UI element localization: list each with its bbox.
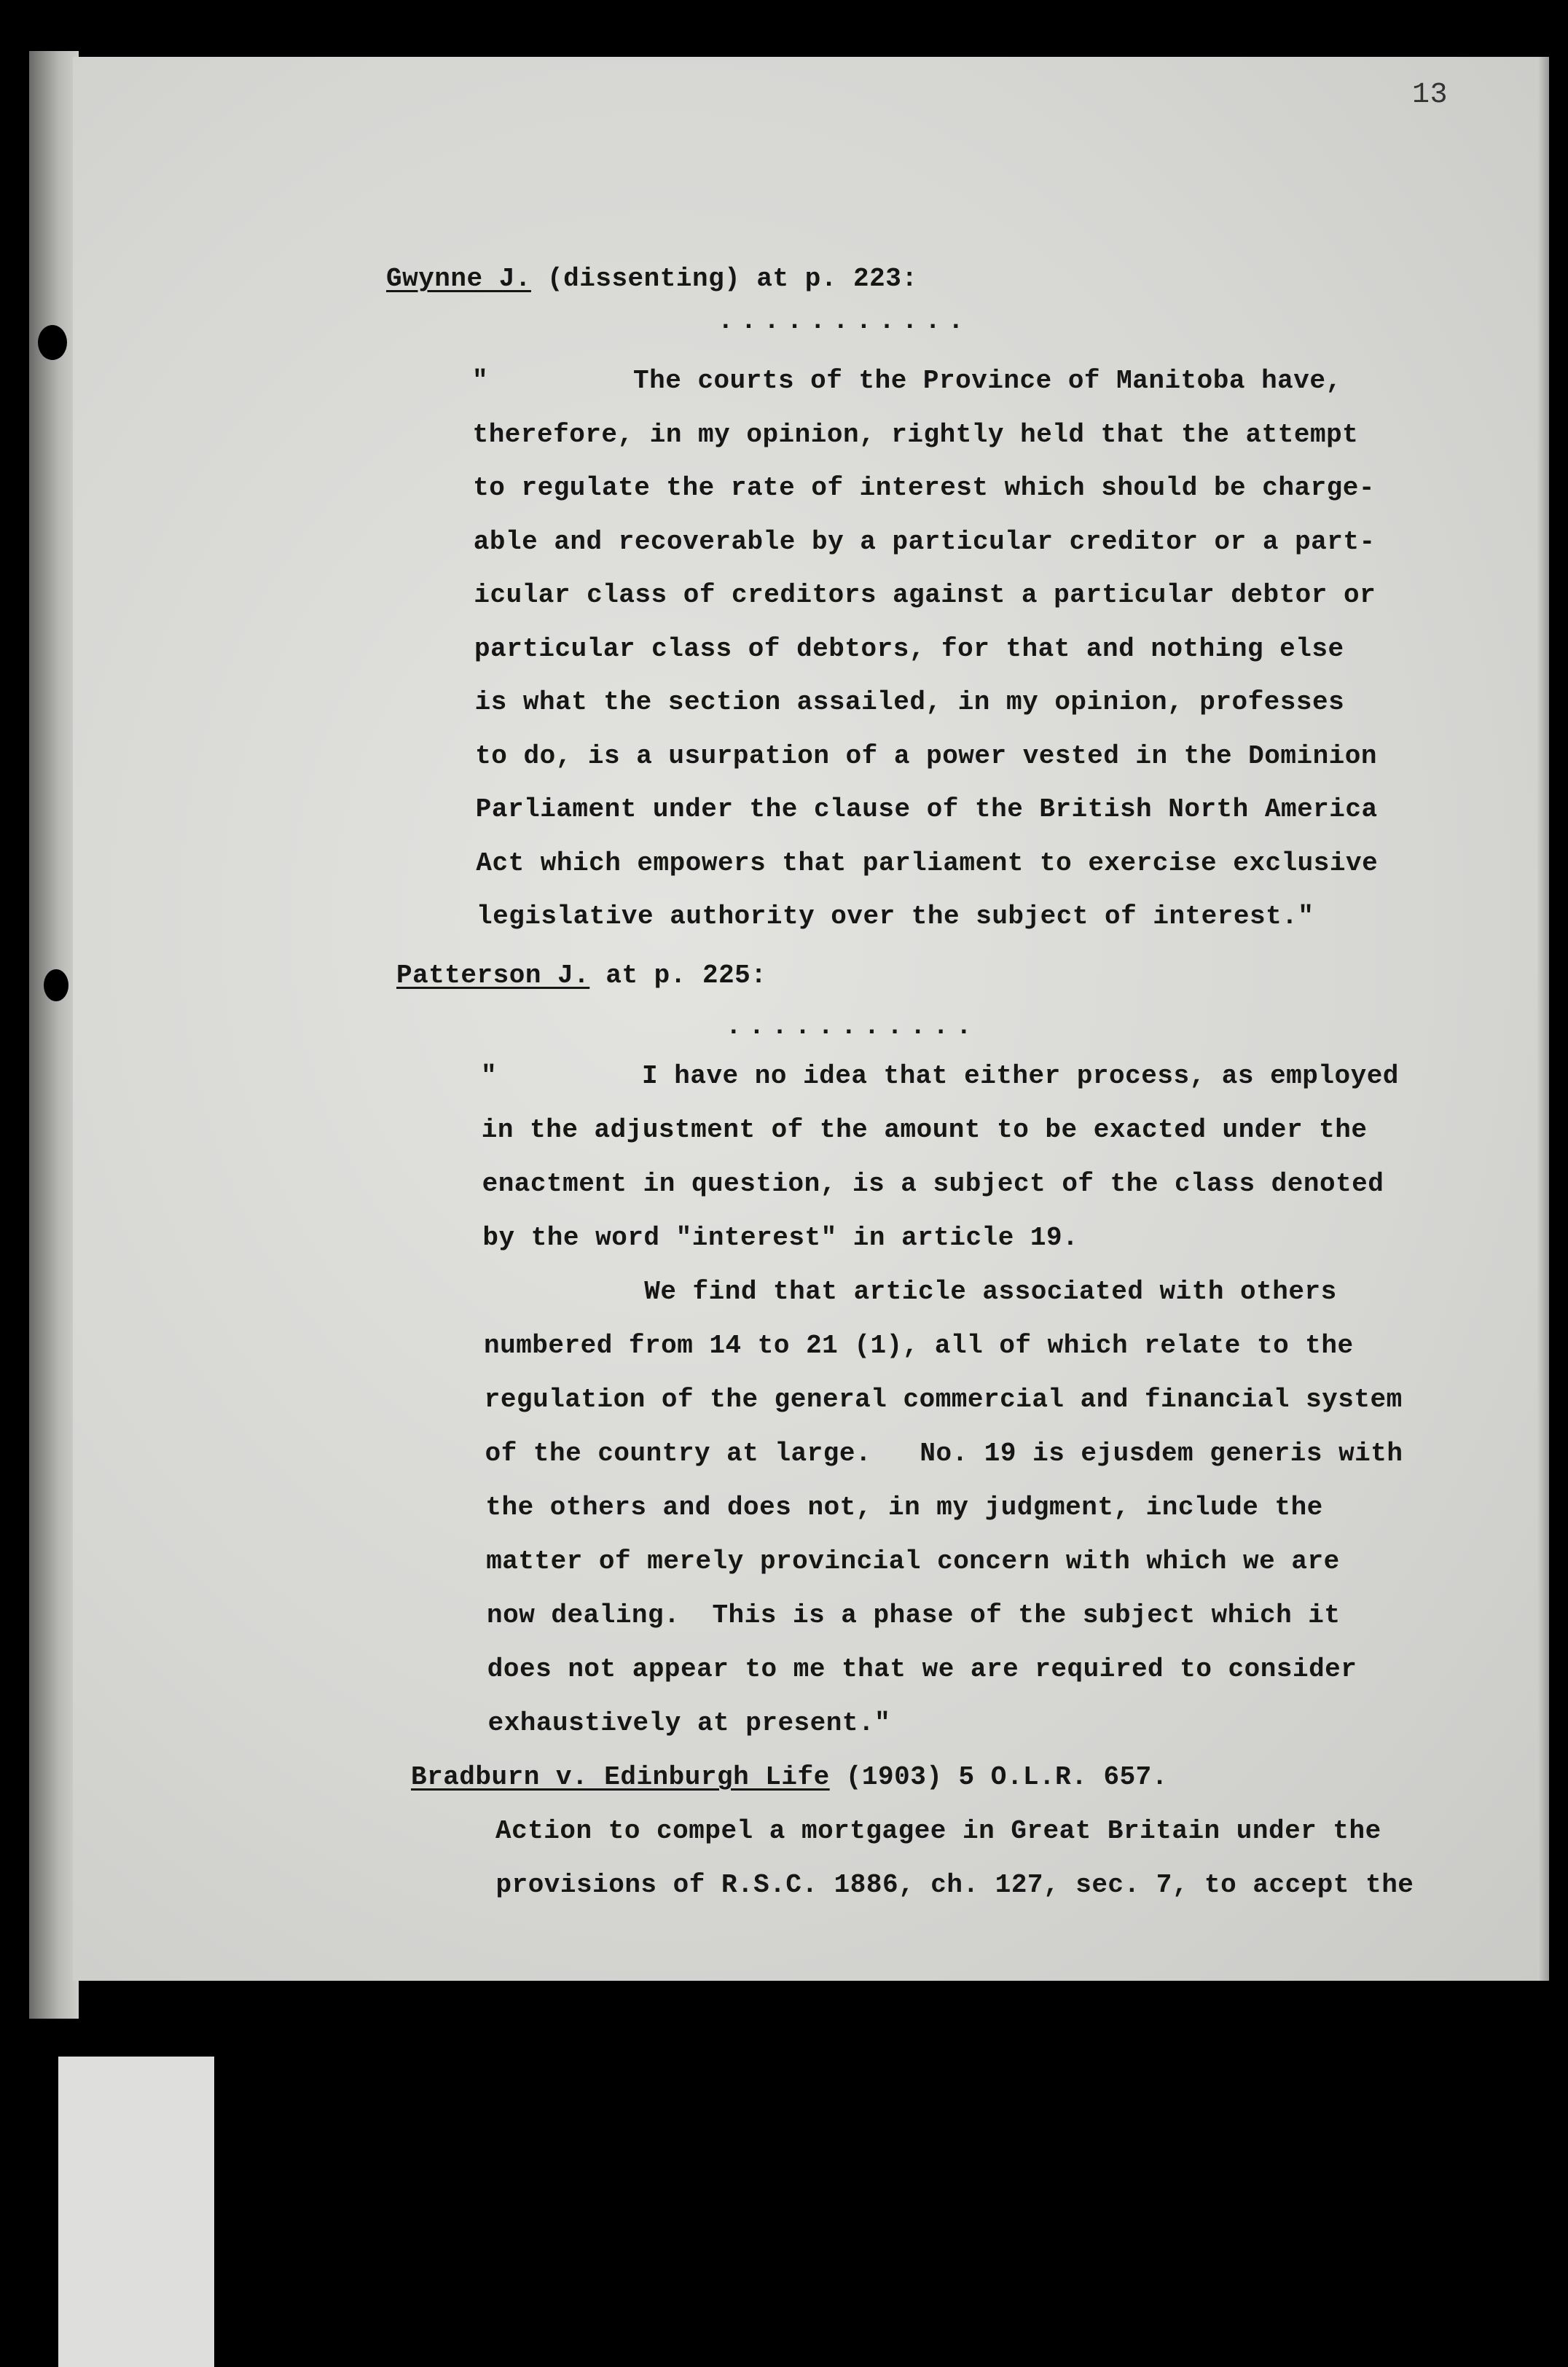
punch-hole-top — [38, 325, 67, 360]
text-line: particular class of debtors, for that and nothing else — [474, 633, 1344, 664]
page-number: 13 — [1412, 79, 1449, 111]
punch-hole-middle — [44, 969, 68, 1001]
text-line: enactment in question, is a subject of the class denoted — [482, 1169, 1384, 1199]
page-right-edge — [1537, 57, 1549, 1981]
paper-slip — [58, 2057, 214, 2367]
ellipsis-divider: ........... — [726, 1012, 979, 1041]
section-heading-patterson — [396, 961, 767, 990]
text-line: to do, is a usurpation of a power vested in the Dominion — [475, 740, 1377, 771]
text-line: Act which empowers that parliament to exercise exclusive — [476, 848, 1379, 878]
judge-name: Gwynne J. — [386, 264, 531, 294]
text-line: Parliament under the clause of the British North America — [475, 794, 1378, 824]
text-line: to regulate the rate of interest which should be charge- — [473, 473, 1375, 503]
case-name: Bradburn v. Edinburgh Life — [411, 1762, 830, 1792]
text-line: provisions of R.S.C. 1886, ch. 127, sec. 7, to accept the — [495, 1870, 1414, 1900]
ellipsis-divider: ........... — [718, 306, 971, 336]
text-line: does not appear to me that we are required to consider — [487, 1654, 1357, 1684]
judge-name: Patterson J. — [396, 961, 590, 990]
text-line: " I have no idea that either process, as employed — [481, 1061, 1399, 1091]
text-line: numbered from 14 to 21 (1), all of which relate to the — [484, 1331, 1354, 1361]
section-heading-bradburn — [411, 1762, 1168, 1792]
text-line: Action to compel a mortgagee in Great Britain under the — [495, 1816, 1381, 1846]
text-line: matter of merely provincial concern with which we are — [486, 1546, 1340, 1576]
text-line: legislative authority over the subject of interest." — [477, 901, 1314, 931]
section-heading-gwynne — [386, 264, 917, 294]
text-line: " The courts of the Province of Manitoba have, — [472, 366, 1342, 396]
text-line: able and recoverable by a particular creditor or a part- — [473, 526, 1376, 557]
text-line: therefore, in my opinion, rightly held that the attempt — [472, 419, 1359, 450]
text-line: of the country at large. No. 19 is ejusdem generis with — [485, 1439, 1403, 1468]
text-line: exhaustively at present." — [487, 1708, 891, 1738]
text-line: icular class of creditors against a particular debtor or — [474, 580, 1376, 610]
heading-citation: (1903) 5 O.L.R. 657. — [829, 1762, 1168, 1792]
text-line: regulation of the general commercial and financial system — [484, 1385, 1403, 1415]
text-line: now dealing. This is a phase of the subject which it — [487, 1600, 1341, 1630]
text-line: We find that article associated with others — [483, 1277, 1337, 1307]
heading-citation: at p. 225: — [589, 961, 767, 990]
text-line: the others and does not, in my judgment, include the — [485, 1492, 1323, 1522]
text-line: is what the section assailed, in my opinion, professes — [474, 687, 1345, 717]
text-line: in the adjustment of the amount to be exacted under the — [481, 1115, 1368, 1145]
text-line: by the word "interest" in article 19. — [482, 1223, 1079, 1253]
heading-citation: (dissenting) at p. 223: — [530, 264, 918, 294]
